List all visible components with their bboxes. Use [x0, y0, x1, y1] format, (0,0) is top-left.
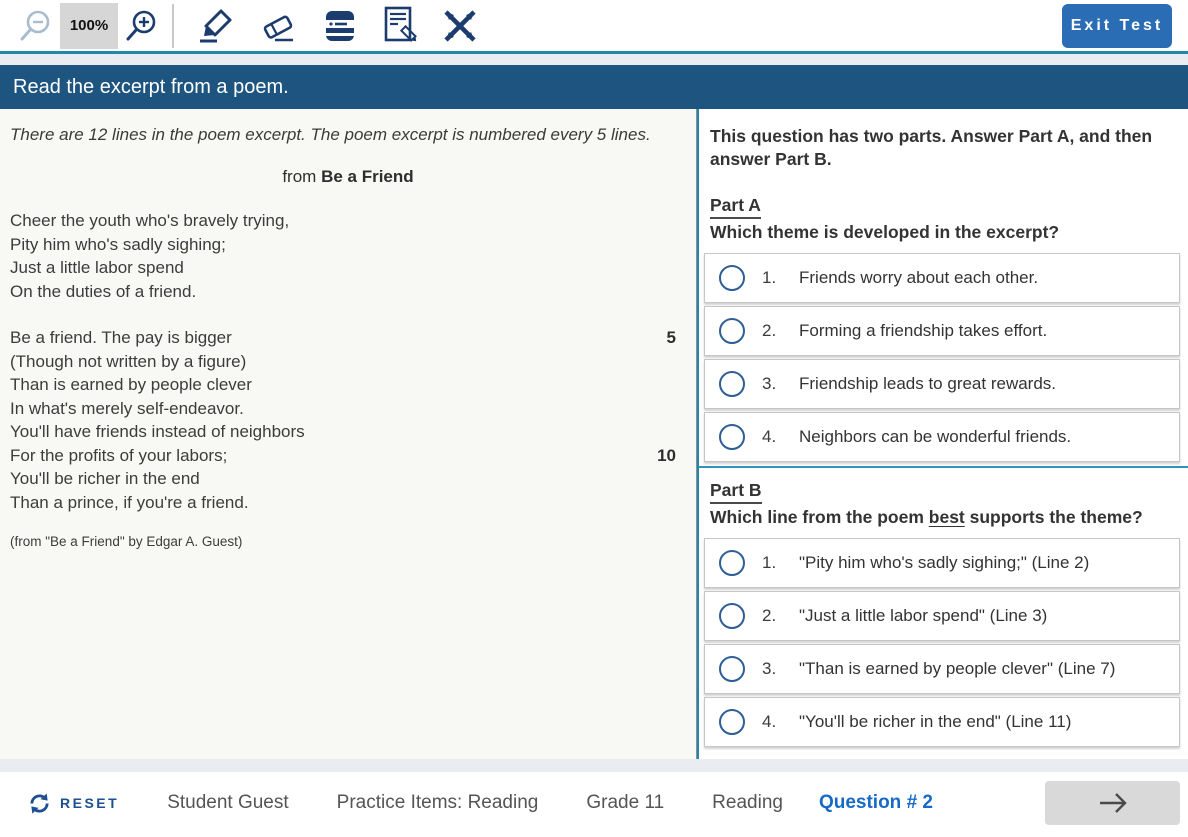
notepad-pencil-icon	[381, 6, 419, 46]
poem-line: You'll be richer in the end	[10, 469, 200, 488]
main-content	[0, 109, 1188, 759]
answer-eliminator-icon	[441, 7, 479, 45]
toolbar-divider	[172, 4, 174, 48]
poem	[0, 209, 696, 514]
poem-title-prefix: from	[282, 167, 317, 186]
poem-attribution: (from "Be a Friend" by Edgar A. Guest)	[10, 534, 243, 549]
poem-title	[0, 167, 696, 187]
notes-icon	[322, 8, 358, 44]
part-a-header	[699, 195, 1188, 243]
zoom-in-button[interactable]	[120, 3, 164, 49]
answer-option[interactable]: 2. "Just a little labor spend" (Line 3)	[704, 591, 1180, 641]
answer-option[interactable]: 1. "Pity him who's sadly sighing;" (Line 2)	[704, 538, 1180, 588]
radio-button[interactable]	[719, 371, 745, 397]
zoom-out-button[interactable]	[14, 3, 58, 49]
part-b-question: Which line from the poem best supports the theme?	[710, 507, 1143, 527]
exit-test-button[interactable]: Exit Test	[1062, 4, 1172, 48]
poem-line: For the profits of your labors; 10	[10, 444, 676, 468]
toolbar	[0, 0, 1188, 54]
underlined-word: best	[928, 507, 965, 527]
part-a-options	[704, 253, 1180, 462]
answer-option[interactable]: 3. Friendship leads to great rewards.	[704, 359, 1180, 409]
highlighter-icon	[197, 7, 235, 45]
reset-icon	[28, 792, 51, 815]
part-b-options	[704, 538, 1180, 747]
answer-option[interactable]: 2. Forming a friendship takes effort.	[704, 306, 1180, 356]
poem-line: (Though not written by a figure)	[10, 351, 247, 371]
notepad-button[interactable]	[378, 3, 422, 49]
poem-line: On the duties of a friend.	[10, 281, 197, 301]
arrow-right-icon	[1096, 790, 1130, 816]
question-intro: This question has two parts. Answer Part A, and then answer Part B.	[710, 126, 1153, 169]
poem-line: Than is earned by people clever	[10, 375, 252, 394]
passage-panel	[0, 109, 697, 759]
zoom-level-display: 100%	[60, 3, 118, 49]
footer-grade: Grade 11	[586, 792, 665, 813]
poem-title-name: Be a Friend	[321, 167, 414, 186]
part-a-label: Part A	[710, 195, 761, 219]
poem-line: Pity him who's sadly sighing;	[10, 234, 226, 254]
answer-option[interactable]: 1. Friends worry about each other.	[704, 253, 1180, 303]
poem-line: Cheer the youth who's bravely trying,	[10, 211, 290, 230]
answer-eliminator-button[interactable]	[438, 3, 482, 49]
answer-option[interactable]: 3. "Than is earned by people clever" (Line 7)	[704, 644, 1180, 694]
radio-button[interactable]	[719, 318, 745, 344]
spacer-band	[0, 759, 1188, 772]
radio-button[interactable]	[719, 656, 745, 682]
reset-label: RESET	[60, 795, 120, 811]
poem-line: Be a friend. The pay is bigger 5	[10, 326, 676, 350]
passage-instruction: There are 12 lines in the poem excerpt. The poem excerpt is numbered every 5 lines.	[10, 125, 651, 144]
poem-line: Just a little labor spend	[10, 258, 184, 277]
answer-option[interactable]: 4. "You'll be richer in the end" (Line 11)	[704, 697, 1180, 747]
zoom-out-icon	[19, 8, 53, 44]
eraser-icon	[259, 7, 297, 45]
radio-button[interactable]	[719, 265, 745, 291]
part-divider	[699, 466, 1188, 468]
radio-button[interactable]	[719, 550, 745, 576]
prompt-title: Read the excerpt from a poem.	[13, 75, 289, 98]
prompt-bar	[0, 65, 1188, 109]
spacer-band	[0, 54, 1188, 65]
eraser-button[interactable]	[256, 3, 300, 49]
poem-line: Than a prince, if you're a friend.	[10, 492, 249, 512]
zoom-in-icon	[125, 8, 159, 44]
next-question-button[interactable]	[1045, 781, 1180, 825]
line-number: 5	[666, 328, 676, 347]
line-number: 10	[657, 445, 676, 465]
part-b-header	[699, 480, 1188, 528]
footer-student-name: Student Guest	[167, 792, 289, 813]
part-a-question: Which theme is developed in the excerpt?	[710, 222, 1060, 242]
radio-button[interactable]	[719, 424, 745, 450]
footer-bar	[0, 772, 1188, 834]
radio-button[interactable]	[719, 709, 745, 735]
highlighter-button[interactable]	[194, 3, 238, 49]
reset-button[interactable]	[28, 792, 119, 815]
answer-option[interactable]: 4. Neighbors can be wonderful friends.	[704, 412, 1180, 462]
part-b-label: Part B	[710, 480, 762, 504]
notes-button[interactable]	[318, 3, 362, 49]
question-panel	[697, 109, 1188, 759]
poem-line: You'll have friends instead of neighbors	[10, 422, 305, 441]
radio-button[interactable]	[719, 603, 745, 629]
poem-line: In what's merely self-endeavor.	[10, 398, 244, 418]
footer-question-number: Question # 2	[818, 792, 933, 813]
footer-subject: Reading	[712, 792, 783, 813]
footer-test-name: Practice Items: Reading	[336, 792, 539, 813]
